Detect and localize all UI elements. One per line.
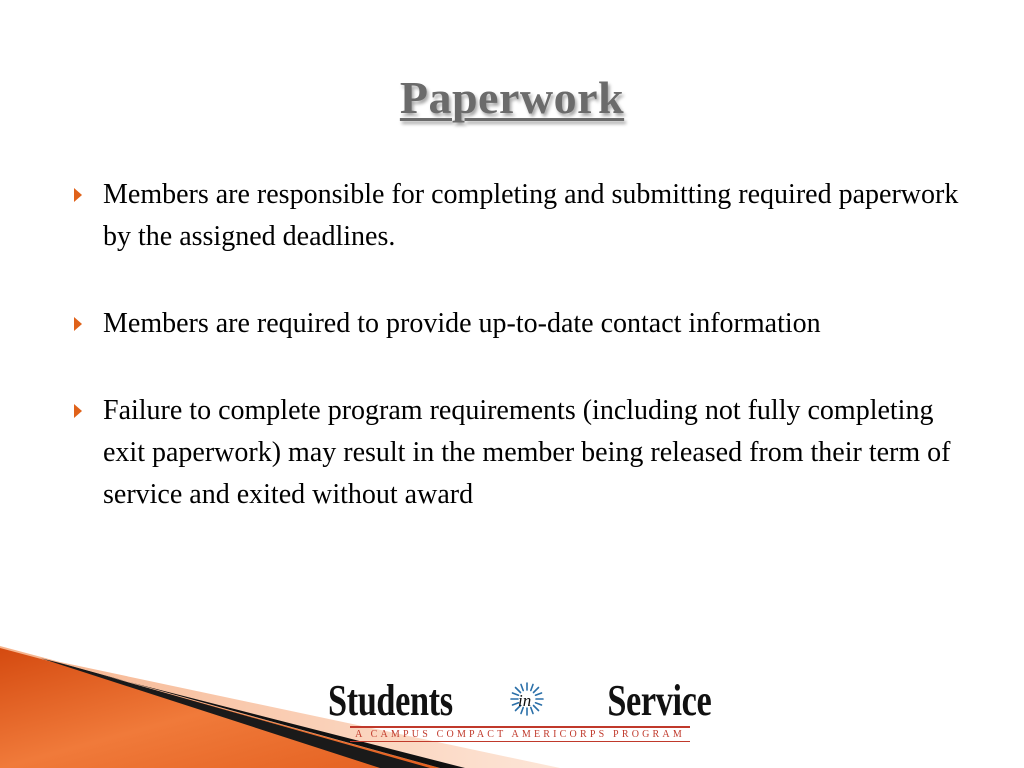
- bullet-item: [72, 390, 972, 516]
- triangle-bullet-icon: [74, 404, 82, 418]
- bullet-text: Members are required to provide up-to-date contact information: [103, 308, 821, 339]
- triangle-bullet-icon: [74, 317, 82, 331]
- bullet-list: [72, 174, 972, 561]
- logo-rule: [350, 726, 690, 728]
- logo-tagline: A CAMPUS COMPACT AMERICORPS PROGRAM: [355, 729, 685, 740]
- bullet-text: Failure to complete program requirements (including not fully completing exit paperwork) may result in the member being released from their term of service and exited without award: [103, 395, 951, 510]
- logo-word-students: Students: [328, 676, 453, 725]
- bullet-text: Members are responsible for completing and submitting required paperwork by the assigned deadlines.: [103, 179, 959, 252]
- bullet-item: [72, 174, 972, 258]
- triangle-bullet-icon: [74, 188, 82, 202]
- bullet-item: [72, 303, 972, 345]
- slide-title: Paperwork: [399, 72, 625, 123]
- logo-word-in: in: [518, 691, 532, 710]
- logo-rule-bottom: [350, 741, 690, 742]
- logo-word-service: Service: [607, 676, 711, 725]
- students-in-service-logo: [328, 676, 711, 744]
